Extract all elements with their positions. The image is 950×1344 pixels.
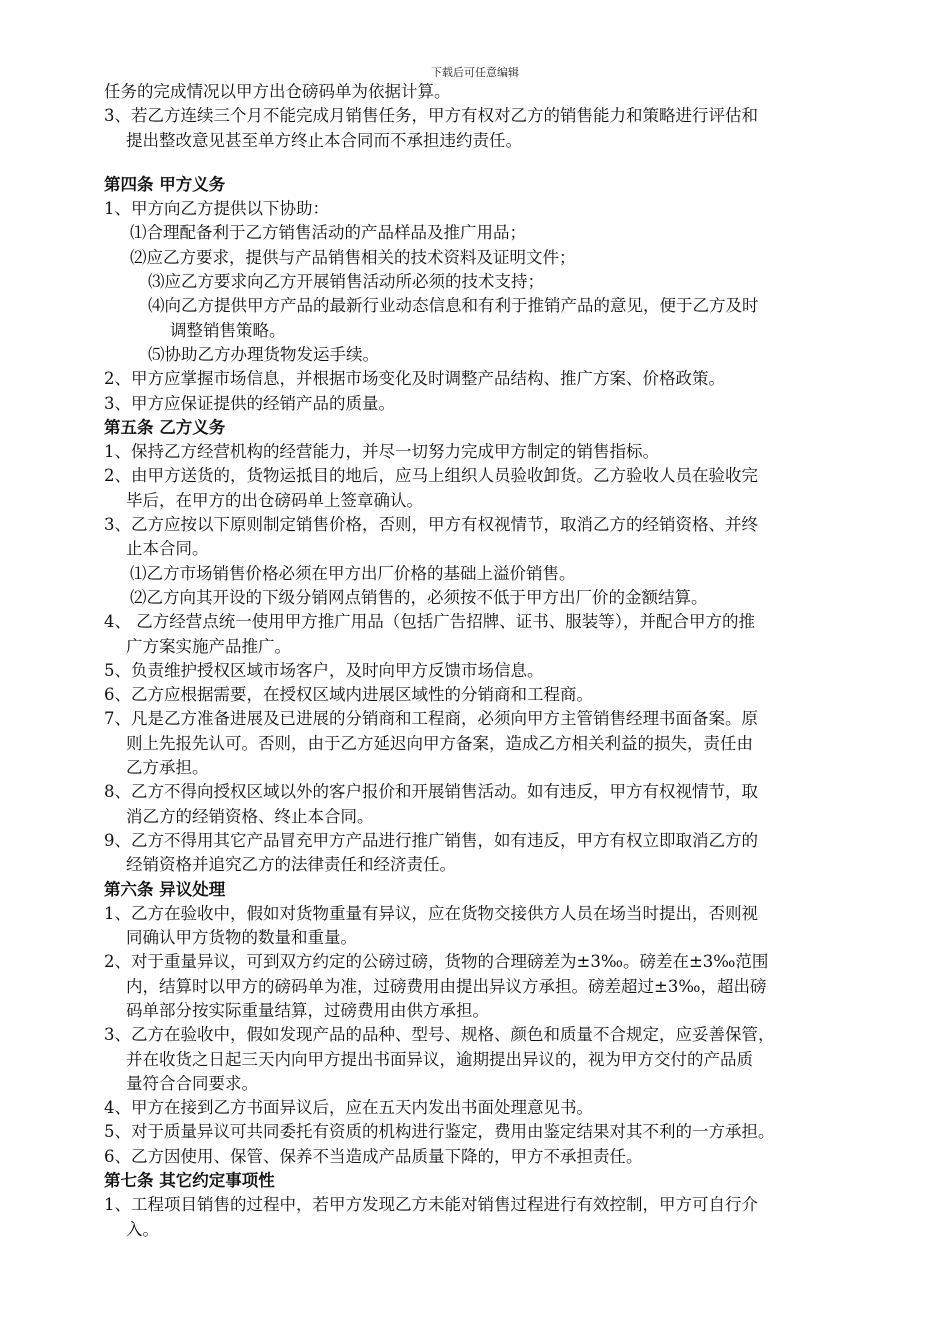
text-line: ⑴合理配备利于乙方销售活动的产品样品及推广用品； (130, 223, 526, 243)
text-line: 并在收货之日起三天内向甲方提出书面异议，逾期提出异议的，视为甲方交付的产品质 (126, 1049, 753, 1069)
document-body (104, 80, 874, 1242)
text-line: 4、甲方在接到乙方书面异议后，应在五天内发出书面处理意见书。 (104, 1098, 593, 1118)
text-line: 量符合合同要求。 (126, 1073, 258, 1093)
text-line: 广方案实施产品推广。 (126, 636, 291, 656)
text-line: 止本合同。 (126, 539, 209, 559)
text-line: 3、乙方应按以下原则制定销售价格，否则，甲方有权视情节，取消乙方的经销资格、并终 (104, 515, 758, 535)
text-line: 同确认甲方货物的数量和重量。 (126, 928, 357, 948)
text-line: 2、由甲方送货的，货物运抵目的地后，应马上组织人员验收卸货。乙方验收人员在验收完 (104, 466, 758, 486)
section-heading: 第七条 其它约定事项性 (104, 1171, 275, 1191)
text-line: 2、对于重量异议，可到双方约定的公磅过磅，货物的合理磅差为±3‰。磅差在±3‰范围 (104, 952, 769, 972)
text-line: 经销资格并追究乙方的法律责任和经济责任。 (126, 855, 456, 875)
text-line: 任务的完成情况以甲方出仓磅码单为依据计算。 (104, 82, 451, 101)
text-line: 6、乙方应根据需要，在授权区域内进展区域性的分销商和工程商。 (104, 685, 593, 705)
text-line: 5、对于质量异议可共同委托有资质的机构进行鉴定，费用由鉴定结果对其不利的一方承担。 (104, 1122, 775, 1142)
text-line: 1、保持乙方经营机构的经营能力，并尽一切努力完成甲方制定的销售指标。 (104, 442, 659, 462)
page-header-note: 下载后可任意编辑 (431, 66, 519, 79)
text-line: 5、负责维护授权区域市场客户，及时向甲方反馈市场信息。 (104, 660, 544, 680)
section-heading: 第五条 乙方义务 (104, 417, 226, 437)
text-line: 7、凡是乙方准备进展及已进展的分销商和工程商，必须向甲方主管销售经理书面备案。原 (104, 709, 758, 729)
text-line: 3、若乙方连续三个月不能完成月销售任务，甲方有权对乙方的销售能力和策略进行评估和 (104, 106, 758, 126)
text-line: ⑵应乙方要求，提供与产品销售相关的技术资料及证明文件； (130, 247, 576, 267)
text-line: 3、乙方在验收中，假如发现产品的品种、型号、规格、颜色和质量不合规定，应妥善保管， (104, 1025, 775, 1045)
section-heading: 第六条 异议处理 (104, 879, 226, 899)
text-line: 1、工程项目销售的过程中，若甲方发现乙方未能对销售过程进行有效控制，甲方可自行介 (104, 1195, 758, 1215)
text-line: ⑸协助乙方办理货物发运手续。 (148, 344, 379, 364)
text-line: 入。 (126, 1219, 159, 1239)
text-line: 2、甲方应掌握市场信息，并根据市场变化及时调整产品结构、推广方案、价格政策。 (104, 369, 725, 389)
text-line: 毕后，在甲方的出仓磅码单上签章确认。 (126, 490, 423, 510)
text-line: 3、甲方应保证提供的经销产品的质量。 (104, 393, 395, 413)
text-line: 提出整改意见甚至单方终止本合同而不承担违约责任。 (126, 130, 522, 150)
text-line: 乙方承担。 (126, 758, 209, 778)
section-spacer (104, 153, 874, 173)
text-line: ⑴乙方市场销售价格必须在甲方出厂价格的基础上溢价销售。 (130, 563, 576, 583)
text-line: 内，结算时以甲方的磅码单为准，过磅费用由提出异议方承担。磅差超过±3‰，超出磅 (126, 976, 767, 996)
text-line: 9、乙方不得用其它产品冒充甲方产品进行推广销售，如有违反，甲方有权立即取消乙方的 (104, 830, 758, 850)
text-line: 码单部分按实际重量结算，过磅费用由供方承担。 (126, 1000, 489, 1020)
text-line: 则上先报先认可。否则，由于乙方延迟向甲方备案，造成乙方相关利益的损失，责任由 (126, 733, 753, 753)
text-line: ⑷向乙方提供甲方产品的最新行业动态信息和有利于推销产品的意见，便于乙方及时 (148, 296, 759, 316)
text-line: 4、 乙方经营点统一使用甲方推广用品（包括广告招牌、证书、服装等），并配合甲方的推 (104, 612, 755, 632)
text-line: 1、乙方在验收中，假如对货物重量有异议，应在货物交接供方人员在场当时提出，否则视 (104, 903, 758, 923)
text-line: 6、乙方因使用、保管、保养不当造成产品质量下降的，甲方不承担责任。 (104, 1146, 643, 1166)
section-heading: 第四条 甲方义务 (104, 174, 226, 194)
text-line: 1、甲方向乙方提供以下协助： (104, 199, 329, 219)
text-line: ⑵乙方向其开设的下级分销网点销售的，必须按不低于甲方出厂价的金额结算。 (130, 587, 708, 607)
text-line: 8、乙方不得向授权区域以外的客户报价和开展销售活动。如有违反，甲方有权视情节，取 (104, 782, 758, 802)
text-line: 调整销售策略。 (170, 320, 286, 340)
text-line: 消乙方的经销资格、终止本合同。 (126, 806, 374, 826)
text-line: ⑶应乙方要求向乙方开展销售活动所必须的技术支持； (148, 272, 544, 292)
